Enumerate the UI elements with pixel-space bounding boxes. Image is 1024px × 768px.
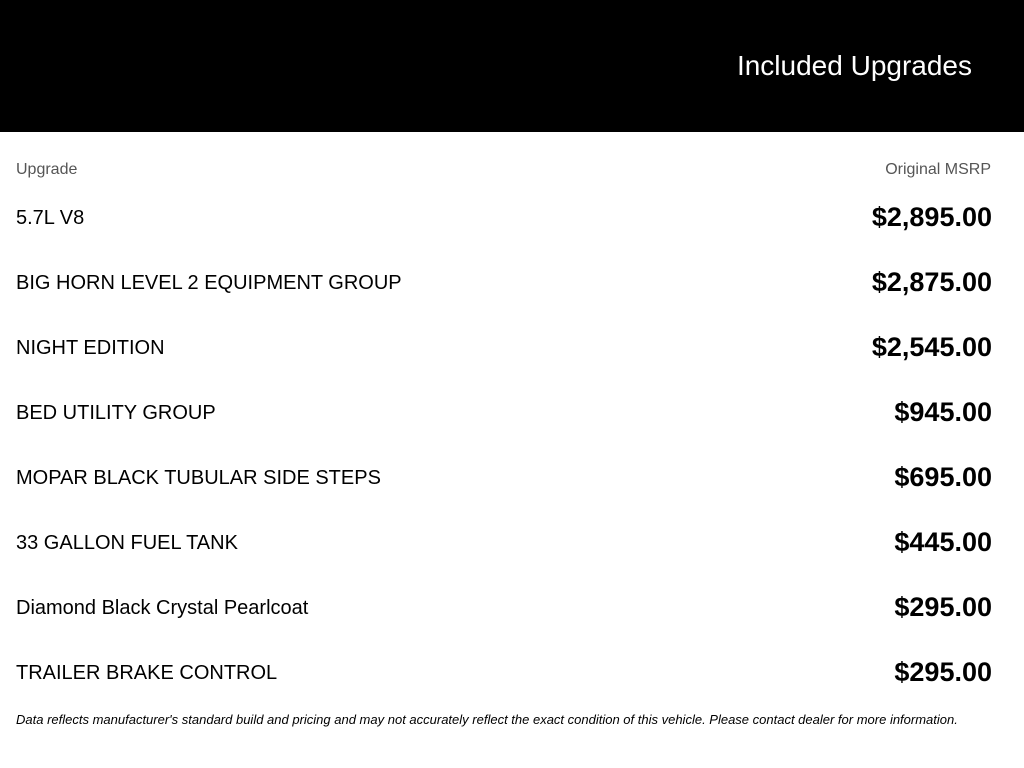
page-title: Included Upgrades <box>736 50 972 81</box>
upgrade-price: $945.00 <box>894 397 992 427</box>
column-header-upgrade: Upgrade <box>16 161 78 178</box>
upgrade-price: $2,875.00 <box>871 267 992 297</box>
upgrade-name: Diamond Black Crystal Pearlcoat <box>16 597 309 619</box>
table-row <box>0 574 1024 639</box>
table-row <box>0 639 1024 704</box>
upgrade-price: $2,895.00 <box>871 202 992 232</box>
header-banner <box>0 0 1024 132</box>
column-header-msrp: Original MSRP <box>885 161 991 178</box>
upgrade-price: $295.00 <box>894 592 992 622</box>
upgrade-name: 5.7L V8 <box>16 207 85 229</box>
upgrade-price: $2,545.00 <box>871 332 992 362</box>
upgrade-name: BED UTILITY GROUP <box>16 402 216 424</box>
table-row <box>0 379 1024 444</box>
disclaimer-text: Data reflects manufacturer's standard build and pricing and may not accurately reflect the exact condition of this vehicle. Please contact dealer for more information. <box>16 712 958 727</box>
upgrade-name: 33 GALLON FUEL TANK <box>16 532 238 554</box>
upgrade-price: $445.00 <box>894 527 992 557</box>
table-row <box>0 509 1024 574</box>
upgrade-name: NIGHT EDITION <box>16 337 165 359</box>
upgrade-name: BIG HORN LEVEL 2 EQUIPMENT GROUP <box>16 272 402 294</box>
upgrade-name: MOPAR BLACK TUBULAR SIDE STEPS <box>16 467 381 489</box>
table-row <box>0 249 1024 314</box>
upgrade-name: TRAILER BRAKE CONTROL <box>16 662 278 684</box>
upgrades-list <box>0 184 1024 704</box>
table-row <box>0 444 1024 509</box>
table-row <box>0 184 1024 249</box>
upgrade-price: $695.00 <box>894 462 992 492</box>
table-row <box>0 314 1024 379</box>
upgrade-price: $295.00 <box>894 657 992 687</box>
